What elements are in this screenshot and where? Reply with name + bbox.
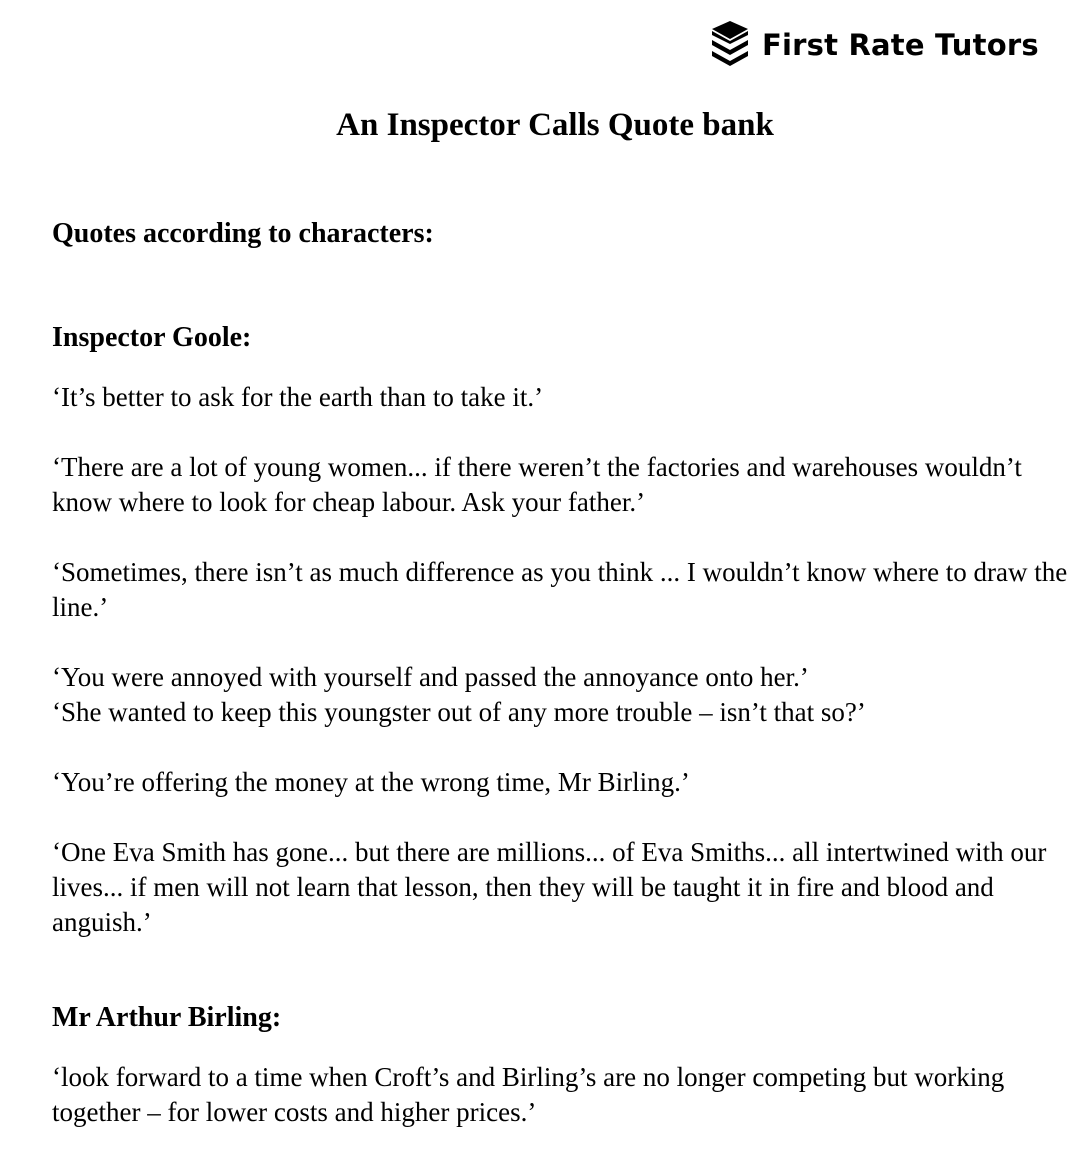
- quote-text: ‘One Eva Smith has gone... but there are millions... of Eva Smiths... all intertwined with our lives... if men will not learn that lesson, then they will be taught it in fire and blood and anguish.’: [52, 837, 1047, 937]
- quote-text: ‘look forward to a time when Croft’s and Birling’s are no longer competing but working together – for lower costs and higher prices.’: [52, 1062, 1005, 1127]
- brand-logo: [708, 20, 1039, 70]
- quote-text: ‘There are a lot of young women... if there weren’t the factories and warehouses wouldn’t know where to look for cheap labour. Ask your father.’: [52, 452, 1022, 517]
- character-heading-mr-arthur-birling: Mr Arthur Birling:: [52, 1002, 282, 1033]
- character-heading-inspector-goole: Inspector Goole:: [52, 322, 252, 353]
- brand-name: First Rate Tutors: [762, 28, 1039, 62]
- quotes-intro-heading: Quotes according to characters:: [52, 218, 434, 249]
- quote-text: ‘You’re offering the money at the wrong time, Mr Birling.’: [52, 767, 690, 797]
- document-title: An Inspector Calls Quote bank: [336, 107, 774, 143]
- quote-text: ‘She wanted to keep this youngster out of any more trouble – isn’t that so?’: [52, 697, 866, 727]
- quote-text: ‘It’s better to ask for the earth than to take it.’: [52, 382, 544, 412]
- document-body: [52, 212, 1072, 1130]
- quote-text: ‘You were annoyed with yourself and passed the annoyance onto her.’: [52, 662, 809, 692]
- stacked-books-icon: [708, 21, 752, 69]
- quote-text: ‘Sometimes, there isn’t as much difference as you think ... I wouldn’t know where to draw the line.’: [52, 557, 1068, 622]
